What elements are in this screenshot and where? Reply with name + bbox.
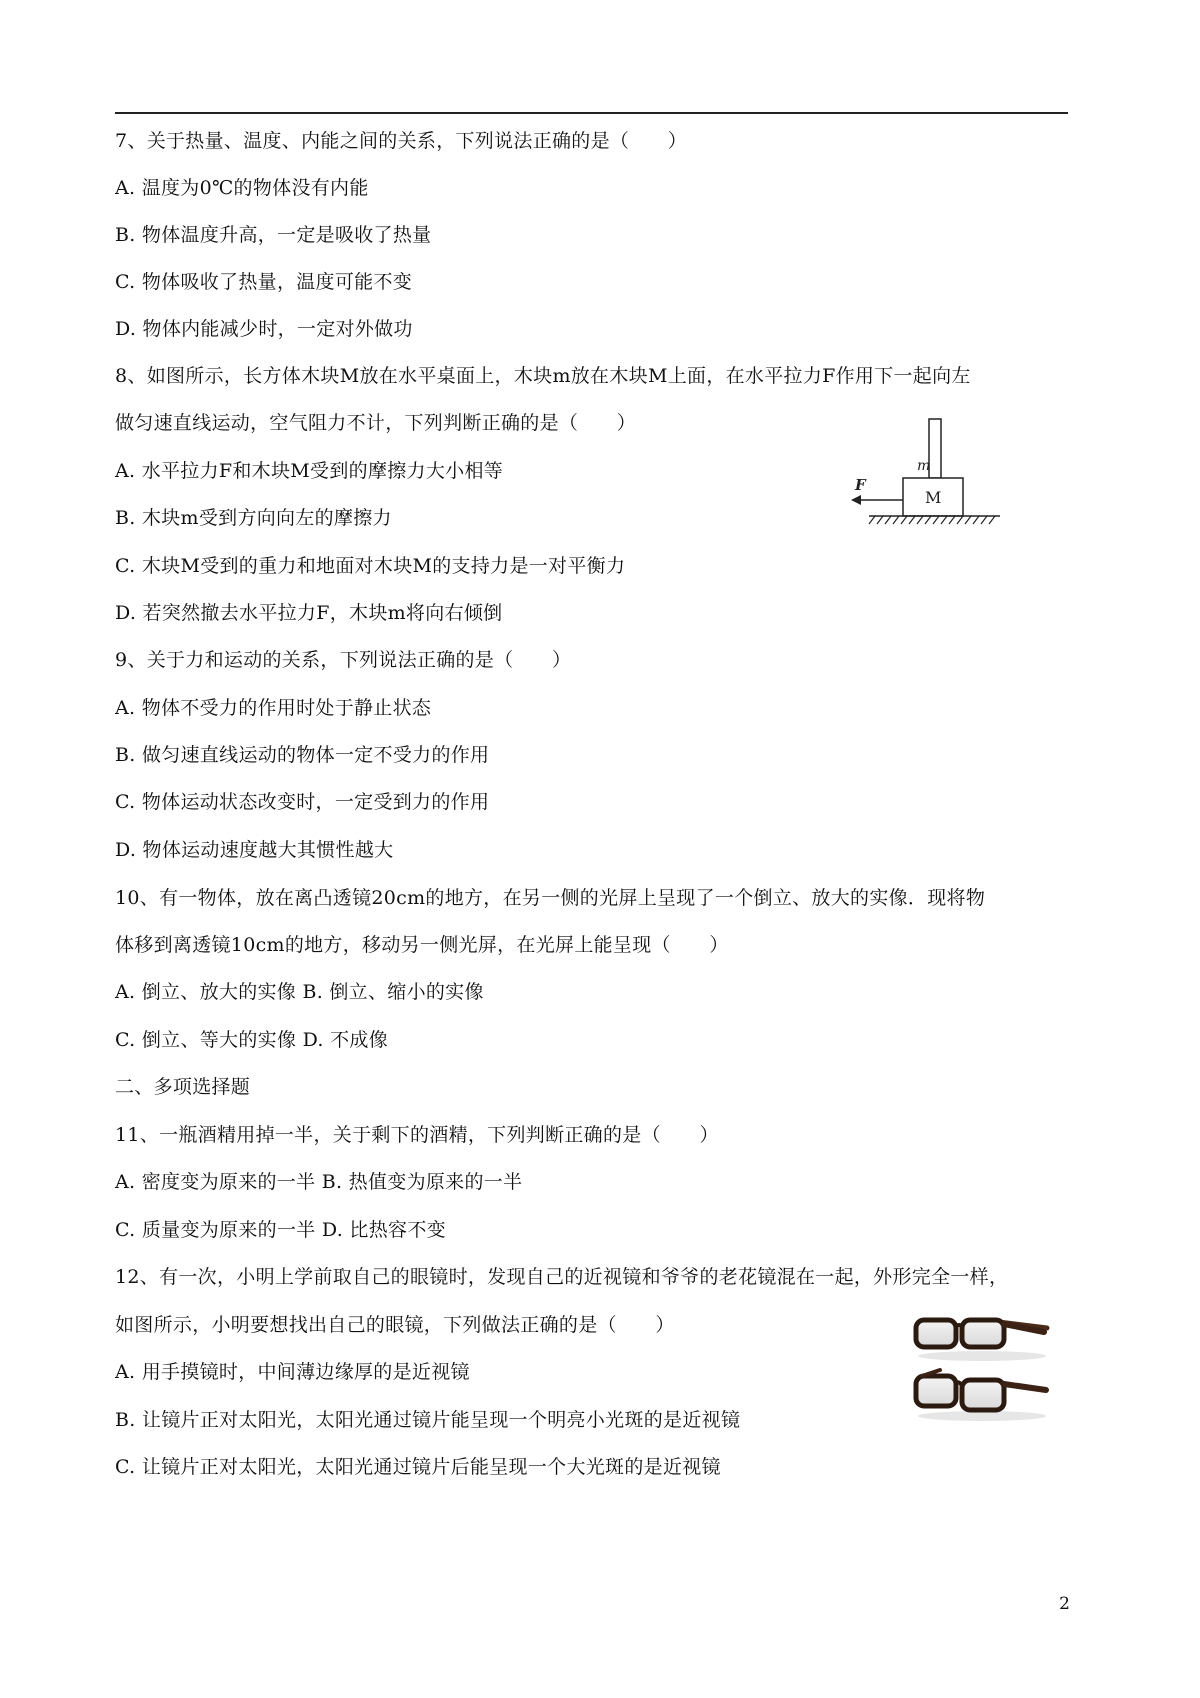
question-10-stem-line-1: 10、有一物体，放在离凸透镜20cm的地方，在另一侧的光屏上呈现了一个倒立、放大的实像．现将物 (115, 887, 986, 909)
question-12-option-a: A. 用手摸镜时，中间薄边缘厚的是近视镜 (115, 1361, 470, 1383)
question-12-option-b: B. 让镜片正对太阳光，太阳光通过镜片能呈现一个明亮小光斑的是近视镜 (115, 1409, 741, 1431)
question-7-stem: 7、关于热量、温度、内能之间的关系，下列说法正确的是（ ） (115, 130, 688, 152)
question-9-option-b: B. 做匀速直线运动的物体一定不受力的作用 (115, 744, 490, 766)
ground-hatching (869, 516, 995, 524)
question-10-stem-line-2: 体移到离透镜10cm的地方，移动另一侧光屏，在光屏上能呈现（ ） (115, 934, 729, 956)
eyeglasses-icon (912, 1310, 1052, 1425)
eyeglasses-figure (912, 1310, 1052, 1425)
question-7-option-b: B. 物体温度升高，一定是吸收了热量 (115, 224, 432, 246)
question-7-option-c: C. 物体吸收了热量，温度可能不变 (115, 271, 413, 293)
force-arrowhead (851, 495, 861, 505)
eyeglasses-pair-1 (916, 1320, 1047, 1361)
question-7-option-a: A. 温度为0℃的物体没有内能 (115, 177, 369, 199)
question-11-stem: 11、一瓶酒精用掉一半，关于剩下的酒精，下列判断正确的是（ ） (115, 1124, 719, 1146)
label-big-block: M (925, 488, 942, 507)
label-small-block: m (917, 458, 931, 474)
section-heading-multiple-choice: 二、多项选择题 (115, 1076, 251, 1098)
question-12-option-c: C. 让镜片正对太阳光，太阳光通过镜片后能呈现一个大光斑的是近视镜 (115, 1456, 721, 1478)
question-8-option-b: B. 木块m受到方向向左的摩擦力 (115, 507, 392, 529)
blocks-diagram (845, 415, 1005, 540)
question-8-option-d: D. 若突然撤去水平拉力F，木块m将向右倾倒 (115, 602, 503, 624)
blocks-on-table-figure (845, 415, 1005, 540)
page-number: 2 (1059, 1594, 1070, 1614)
question-9-stem: 9、关于力和运动的关系，下列说法正确的是（ ） (115, 649, 572, 671)
question-9-option-d: D. 物体运动速度越大其惯性越大 (115, 839, 394, 861)
question-8-option-a: A. 水平拉力F和木块M受到的摩擦力大小相等 (115, 460, 504, 482)
question-9-option-a: A. 物体不受力的作用时处于静止状态 (115, 697, 432, 719)
question-10-options-cd: C. 倒立、等大的实像 D. 不成像 (115, 1029, 389, 1051)
question-12-stem-line-2: 如图所示，小明要想找出自己的眼镜，下列做法正确的是（ ） (115, 1314, 675, 1336)
small-block-m (929, 419, 941, 478)
eyeglasses-pair-2 (916, 1370, 1046, 1421)
label-force: F (855, 476, 866, 494)
question-12-stem-line-1: 12、有一次，小明上学前取自己的眼镜时，发现自己的近视镜和爷爷的老花镜混在一起，外形完全一样， (115, 1266, 1009, 1288)
question-8-stem-line-2: 做匀速直线运动，空气阻力不计，下列判断正确的是（ ） (115, 412, 637, 434)
question-11-options-cd: C. 质量变为原来的一半 D. 比热容不变 (115, 1219, 446, 1241)
question-9-option-c: C. 物体运动状态改变时，一定受到力的作用 (115, 791, 490, 813)
question-8-option-c: C. 木块M受到的重力和地面对木块M的支持力是一对平衡力 (115, 555, 626, 577)
header-rule (115, 112, 1068, 114)
question-11-options-ab: A. 密度变为原来的一半 B. 热值变为原来的一半 (115, 1171, 523, 1193)
question-7-option-d: D. 物体内能减少时，一定对外做功 (115, 318, 413, 340)
question-8-stem-line-1: 8、如图所示，长方体木块M放在水平桌面上，木块m放在木块M上面，在水平拉力F作用下一起向左 (115, 365, 971, 387)
question-10-options-ab: A. 倒立、放大的实像 B. 倒立、缩小的实像 (115, 981, 484, 1003)
